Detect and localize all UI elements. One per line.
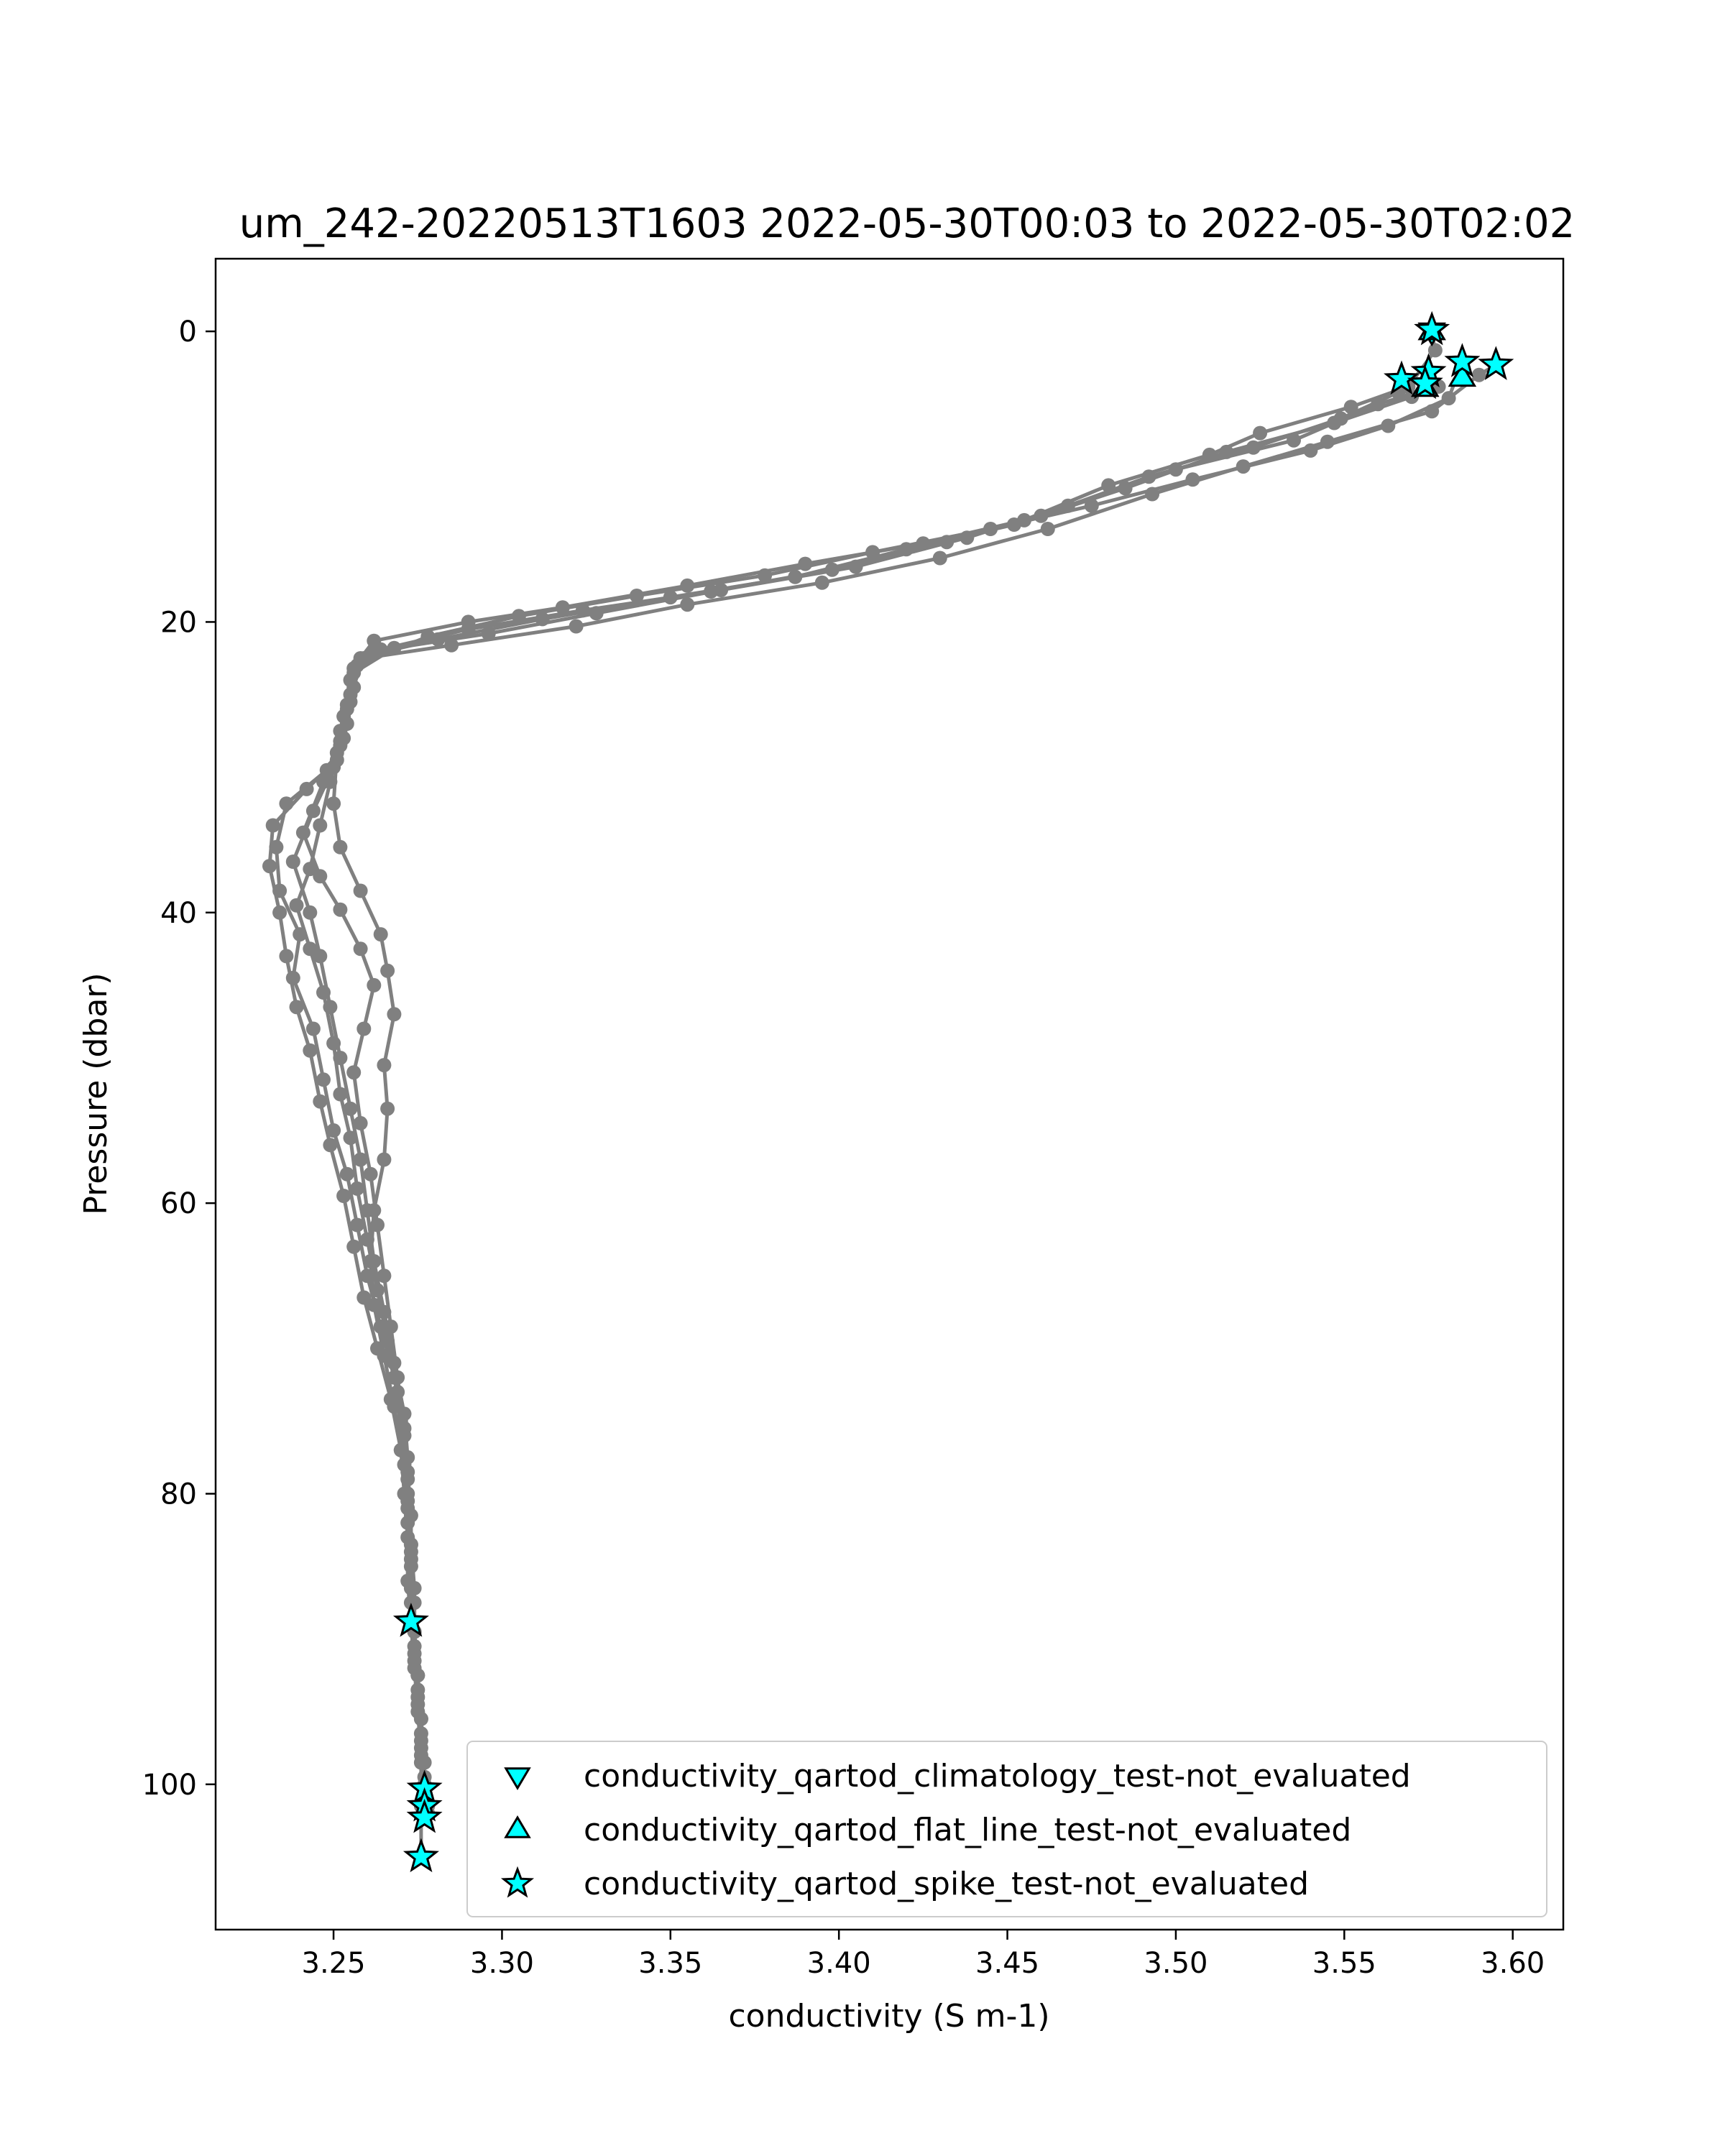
profile-point [576,603,590,617]
profile-point [704,584,718,599]
x-tick-label: 3.25 [301,1947,366,1980]
profile-point [279,796,293,811]
profile-point [374,642,388,657]
profile-point [323,775,337,789]
profile-point [387,1007,401,1021]
profile-point [1145,487,1159,502]
profile-point [1320,435,1335,449]
profile-point [400,1472,415,1486]
profile-point [414,1741,428,1755]
profile-point [303,862,317,876]
x-tick-label: 3.40 [806,1947,871,1980]
profile-point [286,854,300,869]
profile-point [1141,469,1156,484]
profile-point [360,1233,374,1247]
profile-point [333,903,347,917]
profile-point [1334,411,1348,425]
profile-point [272,906,287,920]
profile-point [370,1283,385,1297]
profile-point [1236,459,1251,474]
x-axis-label: conductivity (S m-1) [728,1998,1050,2035]
x-tick-label: 3.50 [1144,1947,1208,1980]
profile-point [313,819,327,833]
profile-point [400,1516,415,1530]
legend-entry-label: conductivity_qartod_flat_line_test-not_evaluated [584,1812,1352,1848]
profile-point [340,698,354,712]
profile-point [296,826,310,840]
profile-point [461,622,476,637]
profile-point [316,1072,331,1087]
profile-point [316,985,331,1000]
profile-point [1034,509,1048,523]
profile-point [374,927,388,941]
profile-point [380,1334,395,1348]
x-tick-label: 3.60 [1481,1947,1545,1980]
profile-point [380,1102,395,1116]
profile-point [303,906,317,920]
profile-point [340,1167,354,1181]
profile-point [680,597,694,612]
profile-point [377,1153,391,1167]
legend-entry-label: conductivity_qartod_climatology_test-not_evaluated [584,1758,1411,1795]
profile-point [1472,368,1486,382]
y-tick-label: 60 [160,1187,197,1221]
profile-point [364,1167,378,1181]
profile-point [303,941,317,956]
profile-point [390,1385,405,1399]
profile-point [410,1697,425,1712]
profile-point [354,1116,368,1130]
legend-entry-label: conductivity_qartod_spike_test-not_evaluated [584,1866,1310,1902]
profile-point [1246,441,1261,455]
profile-point [286,971,300,985]
profile-point [346,1065,361,1079]
profile-point [367,978,381,992]
profile-point [377,1268,391,1283]
x-tick-label: 3.35 [638,1947,703,1980]
profile-point [1425,404,1439,418]
profile-point [326,1123,341,1138]
profile-point [290,898,304,913]
profile-point [346,661,361,676]
profile-point [825,563,840,577]
profile-point [1041,522,1055,536]
profile-point [397,1429,412,1443]
y-axis-label: Pressure (dbar) [78,972,114,1215]
profile-point [354,884,368,898]
profile-point [272,884,287,898]
profile-point [350,1181,364,1196]
y-tick-label: 0 [178,315,197,349]
profile-point [333,840,347,854]
x-tick-label: 3.45 [975,1947,1040,1980]
y-tick-label: 20 [160,606,197,640]
profile-point [1253,426,1267,441]
profile-point [344,1130,358,1145]
profile-point [569,619,584,634]
profile-point [262,859,277,873]
profile-point [269,840,283,854]
x-tick-label: 3.30 [469,1947,534,1980]
profile-point [266,819,280,833]
profile-point [408,1654,422,1668]
y-tick-label: 80 [160,1478,197,1511]
profile-point [306,1022,321,1036]
profile-point [933,551,947,566]
profile-point [333,734,347,748]
profile-point [326,796,341,811]
profile-point [377,1058,391,1072]
profile-point [397,1457,412,1472]
profile-point [404,1560,418,1574]
legend [467,1741,1547,1917]
profile-point [333,1087,347,1102]
chart-title: um_242-20220513T1603 2022-05-30T00:03 to 2022-05-30T02:02 [239,201,1576,247]
profile-point [939,535,954,549]
profile-point [1428,343,1443,357]
profile-point [367,1203,381,1217]
profile-point [279,949,293,963]
profile-point [326,1036,341,1051]
profile-point [380,964,395,978]
profile-point [356,1022,371,1036]
profile-point [815,576,829,590]
profile-point [354,941,368,956]
y-tick-label: 40 [160,896,197,930]
x-tick-label: 3.55 [1312,1947,1376,1980]
y-tick-label: 100 [142,1768,197,1802]
